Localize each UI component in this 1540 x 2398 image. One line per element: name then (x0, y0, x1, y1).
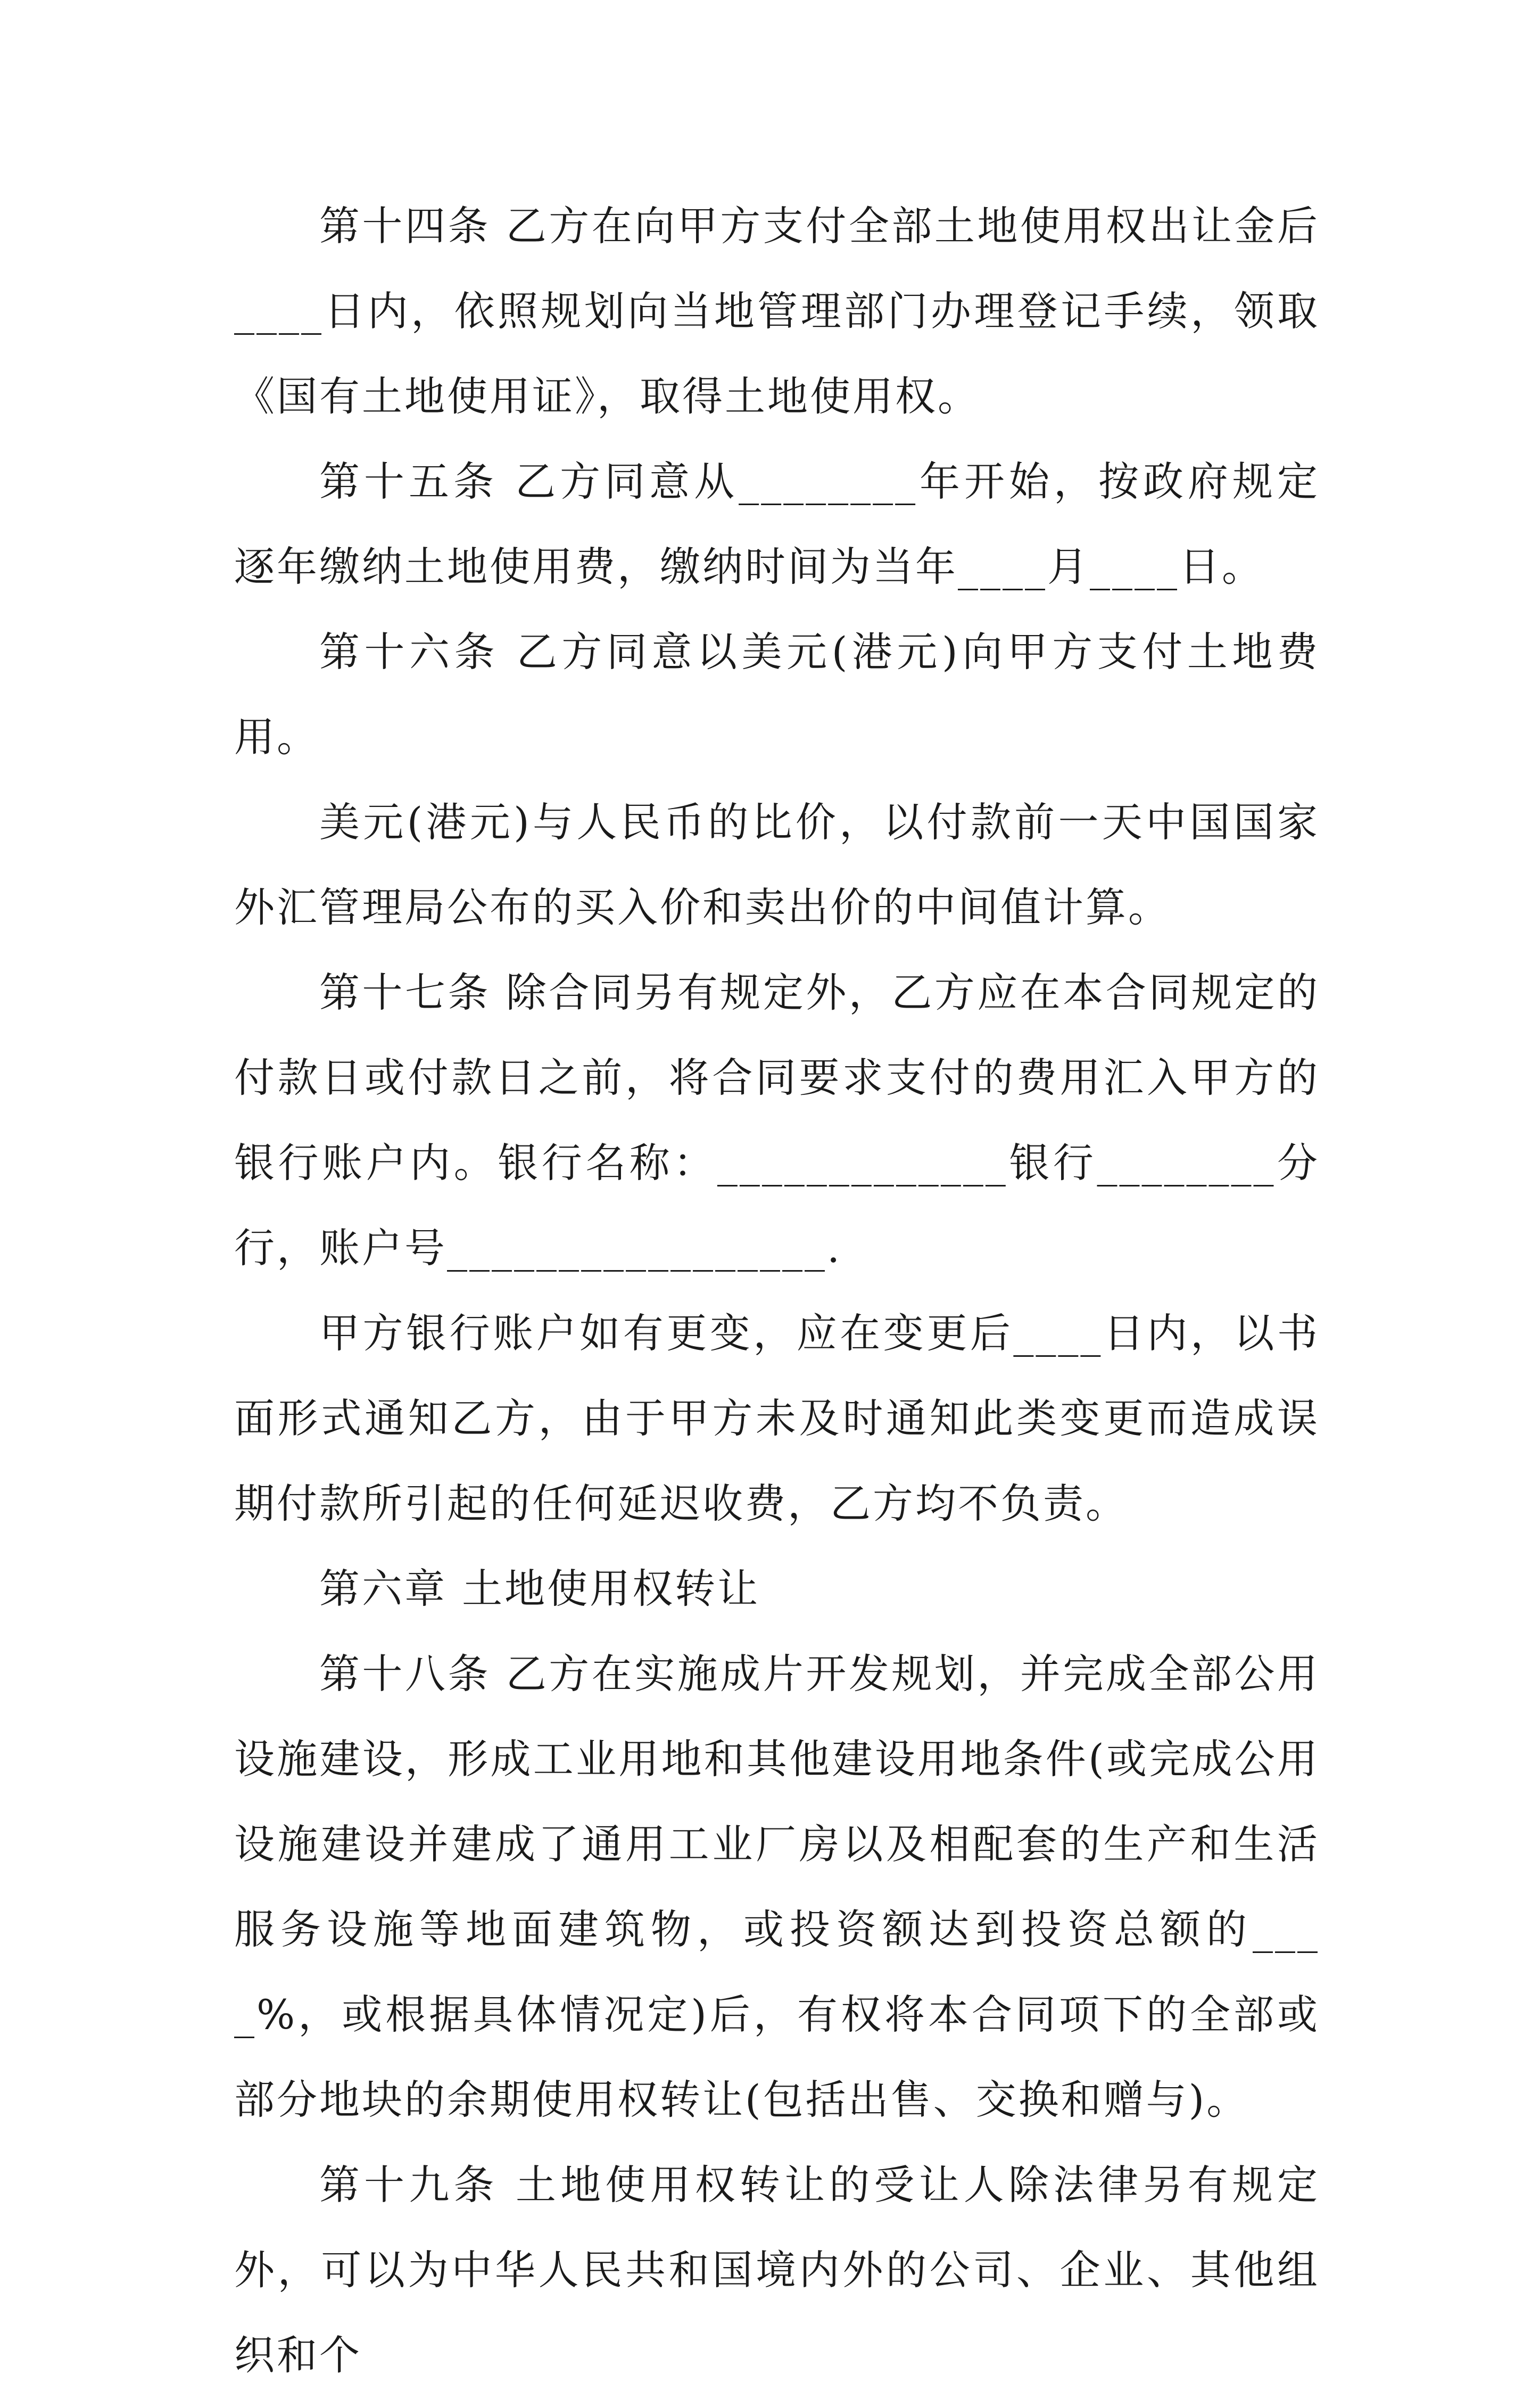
bank-account-change-paragraph: 甲方银行账户如有更变，应在变更后____日内，以书面形式通知乙方，由于甲方未及时通知此类变更而造成误期付款所引起的任何延迟收费，乙方均不负责。 (234, 1309, 1320, 1527)
article-14-paragraph: 第十四条 乙方在向甲方支付全部土地使用权出让金后____日内，依照规划向当地管理部门办理登记手续，领取《国有土地使用证》，取得土地使用权。 (234, 202, 1320, 420)
article-16-paragraph: 第十六条 乙方同意以美元(港元)向甲方支付土地费用。 (234, 628, 1320, 761)
chapter-6-heading: 第六章 土地使用权转让 (319, 1565, 760, 1612)
article-17-paragraph: 第十七条 除合同另有规定外，乙方应在本合同规定的付款日或付款日之前，将合同要求支付的费用汇入甲方的银行账户内。银行名称：_____________银行________分行，账户号_________________. (234, 969, 1320, 1272)
contract-text-body (234, 184, 1320, 2398)
article-19-paragraph: 第十九条 土地使用权转让的受让人除法律另有规定外，可以为中华人民共和国境内外的公司、企业、其他组织和个 (234, 2161, 1320, 2379)
article-15-paragraph: 第十五条 乙方同意从________年开始，按政府规定逐年缴纳土地使用费，缴纳时间为当年____月____日。 (234, 458, 1320, 590)
article-18-paragraph: 第十八条 乙方在实施成片开发规划，并完成全部公用设施建设，形成工业用地和其他建设用地条件(或完成公用设施建设并建成了通用工业厂房以及相配套的生产和生活服务设施等地面建筑物，或投资额达到投资总额的____%，或根据具体情况定)后，有权将本合同项下的全部或部分地块的余期使用权转让(包括出售、交换和赠与)。 (234, 1650, 1320, 2123)
exchange-rate-paragraph: 美元(港元)与人民币的比价，以付款前一天中国国家外汇管理局公布的买入价和卖出价的中间值计算。 (234, 798, 1320, 931)
